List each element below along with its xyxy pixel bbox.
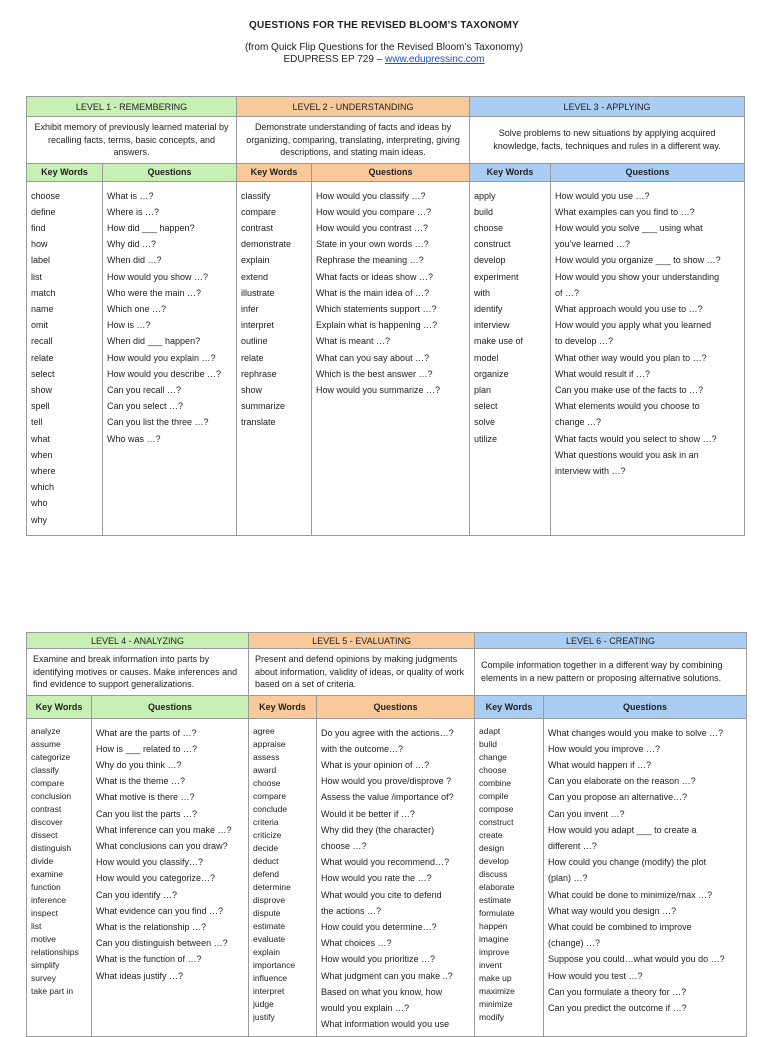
key-word: how	[31, 239, 48, 250]
level-3-key-words	[470, 181, 551, 535]
question: What is the relationship …?	[96, 921, 207, 932]
question: What approach would you use to …?	[555, 303, 703, 314]
key-word: organize	[474, 368, 509, 379]
level-2-key-words	[237, 181, 312, 535]
key-word: outline	[241, 336, 268, 347]
question: What ideas justify …?	[96, 970, 184, 981]
question: Who was …?	[107, 433, 161, 444]
key-word: identify	[474, 303, 503, 314]
level-3-key-words-header: Key Words	[470, 163, 551, 181]
key-word: criticize	[253, 829, 282, 840]
key-word: inspect	[31, 907, 58, 918]
key-word: make use of	[474, 336, 524, 347]
question: (plan) …?	[548, 873, 588, 884]
level-4-questions-header: Questions	[92, 695, 249, 718]
question: What facts would you select to show …?	[555, 433, 717, 444]
key-word: justify	[253, 1011, 275, 1022]
key-word: develop	[474, 255, 506, 266]
key-word: make up	[479, 972, 512, 983]
question: Can you list the three …?	[107, 417, 209, 428]
question: interview with …?	[555, 465, 626, 476]
question: What is the theme …?	[96, 776, 186, 787]
key-word: contrast	[241, 222, 274, 233]
question: State in your own words …?	[316, 239, 429, 250]
question: What would you recommend…?	[321, 857, 450, 868]
key-word: which	[31, 482, 55, 493]
key-word: adapt	[479, 725, 501, 736]
key-word: judge	[253, 998, 274, 1009]
key-word: relate	[31, 352, 54, 363]
question: to develop …?	[555, 336, 614, 347]
key-word: choose	[253, 777, 281, 788]
level-5-questions-header: Questions	[317, 695, 475, 718]
question: When did ___ happen?	[107, 336, 201, 347]
question: with the outcome…?	[321, 743, 404, 754]
question: How did ___ happen?	[107, 222, 195, 233]
question: How would you classify …?	[316, 190, 426, 201]
key-word: conclude	[253, 803, 288, 814]
key-word: conclusion	[31, 790, 72, 801]
question: How would you rate the …?	[321, 873, 432, 884]
key-word: evaluate	[253, 933, 286, 944]
question: How would you use …?	[555, 190, 650, 201]
question: How would you categorize…?	[96, 873, 216, 884]
publisher-link[interactable]: www.edupressinc.com	[385, 54, 485, 65]
key-word: simplify	[31, 959, 60, 970]
key-word: rephrase	[241, 368, 277, 379]
question: Suppose you could…what would you do …?	[548, 954, 725, 965]
key-word: compare	[253, 790, 287, 801]
question: How would you adapt ___ to create a	[548, 824, 697, 835]
question: What judgment can you make ..?	[321, 970, 453, 981]
key-word: take part in	[31, 985, 74, 996]
question: What evidence can you find …?	[96, 905, 224, 916]
key-word: relate	[241, 352, 264, 363]
question: Which statements support …?	[316, 303, 437, 314]
key-word: where	[31, 465, 56, 476]
key-word: define	[31, 206, 56, 217]
key-word: decide	[253, 842, 279, 853]
question: Can you elaborate on the reason …?	[548, 776, 696, 787]
question: What motive is there …?	[96, 792, 195, 803]
key-word: show	[31, 384, 53, 395]
level-4-questions	[92, 718, 249, 1037]
level-3-questions	[551, 181, 745, 535]
key-word: formulate	[479, 907, 515, 918]
key-word: award	[253, 764, 277, 775]
question: What would happen if …?	[548, 759, 652, 770]
question: How would you classify…?	[96, 857, 204, 868]
level-1-questions	[103, 181, 237, 535]
question: What questions would you ask in an	[555, 449, 699, 460]
question: What choices …?	[321, 938, 392, 949]
key-word: discuss	[479, 868, 508, 879]
key-word: choose	[31, 190, 61, 201]
question: different …?	[548, 840, 597, 851]
question: of …?	[555, 287, 580, 298]
level-5-key-words	[249, 718, 317, 1037]
key-word: function	[31, 881, 61, 892]
publisher-code: EDUPRESS EP 729 –	[283, 54, 386, 65]
key-word: invent	[479, 959, 502, 970]
key-word: construct	[479, 816, 514, 827]
level-6-description: Compile information together in a different way by combining elements in a new pattern or proposing alternative solutions.	[475, 649, 747, 696]
question: Can you predict the outcome if …?	[548, 1002, 687, 1013]
level-1-questions-header: Questions	[103, 163, 237, 181]
question: How would you solve ___ using what	[555, 222, 703, 233]
question: Can you distinguish between …?	[96, 938, 228, 949]
question: How would you show your understanding	[555, 271, 720, 282]
key-word: explain	[241, 255, 270, 266]
page-title: QUESTIONS FOR THE REVISED BLOOM’S TAXONOMY	[249, 20, 519, 31]
key-word: apply	[474, 190, 496, 201]
question: What could be done to minimize/max …?	[548, 889, 713, 900]
key-word: create	[479, 829, 503, 840]
key-word: demonstrate	[241, 239, 292, 250]
key-word: deduct	[253, 855, 279, 866]
key-word: what	[31, 433, 51, 444]
key-word: omit	[31, 320, 49, 331]
key-word: classify	[241, 190, 271, 201]
question: would you explain …?	[321, 1002, 410, 1013]
key-word: improve	[479, 946, 510, 957]
key-word: examine	[31, 868, 64, 879]
question: Explain what is happening …?	[316, 320, 438, 331]
question: What other way would you plan to …?	[555, 352, 707, 363]
question: Based on what you know, how	[321, 986, 443, 997]
level-1-description: Exhibit memory of previously learned material by recalling facts, terms, basic concepts, and answers.	[27, 117, 237, 164]
question: How would you organize ___ to show …?	[555, 255, 721, 266]
question: Can you select …?	[107, 401, 184, 412]
key-word: dissect	[31, 829, 58, 840]
key-word: build	[474, 206, 494, 217]
key-word: plan	[474, 384, 492, 395]
key-word: recall	[31, 336, 53, 347]
question: change …?	[555, 417, 602, 428]
question: What facts or ideas show …?	[316, 271, 434, 282]
key-word: discover	[31, 816, 63, 827]
question: How is ___ related to …?	[96, 743, 198, 754]
page-subtitle: (from Quick Flip Questions for the Revised Bloom’s Taxonomy)	[244, 42, 524, 53]
question: you’ve learned …?	[555, 239, 631, 250]
level-1-key-words-header: Key Words	[27, 163, 103, 181]
key-word: infer	[241, 303, 259, 314]
question: the actions …?	[321, 905, 382, 916]
question: Which one …?	[107, 303, 167, 314]
taxonomy-table-levels-4-6	[26, 632, 747, 1037]
key-word: imagine	[479, 933, 509, 944]
question: What are the parts of …?	[96, 727, 197, 738]
question: Why did …?	[107, 239, 157, 250]
key-word: choose	[474, 222, 504, 233]
key-word: experiment	[474, 271, 519, 282]
question: Rephrase the meaning …?	[316, 255, 424, 266]
key-word: agree	[253, 725, 275, 736]
question: How would you prioritize …?	[321, 954, 436, 965]
question: What conclusions can you draw?	[96, 840, 228, 851]
question: Would it be better if …?	[321, 808, 415, 819]
key-word: when	[31, 449, 53, 460]
key-word: estimate	[253, 920, 286, 931]
level-6-key-words	[475, 718, 544, 1037]
question: What way would you design …?	[548, 905, 677, 916]
question: What is meant …?	[316, 336, 391, 347]
key-word: translate	[241, 417, 276, 428]
level-5-description: Present and defend opinions by making judgments about information, validity of ideas, or quality of work based on a set of criteria.	[249, 649, 475, 696]
key-word: list	[31, 920, 42, 931]
question: What inference can you make …?	[96, 824, 232, 835]
key-word: divide	[31, 855, 54, 866]
level-4-header: LEVEL 4 - ANALYZING	[27, 633, 249, 649]
key-word: select	[474, 401, 498, 412]
key-word: defend	[253, 868, 280, 879]
level-5-key-words-header: Key Words	[249, 695, 317, 718]
level-6-key-words-header: Key Words	[475, 695, 544, 718]
key-word: compile	[479, 790, 509, 801]
key-word: match	[31, 287, 56, 298]
level-5-questions	[317, 718, 475, 1037]
key-word: who	[31, 498, 48, 509]
question: What is …?	[107, 190, 154, 201]
key-word: categorize	[31, 751, 71, 762]
document-header	[0, 20, 768, 65]
question: What is the main idea of …?	[316, 287, 430, 298]
question: How would you apply what you learned	[555, 320, 712, 331]
level-3-description: Solve problems to new situations by applying acquired knowledge, facts, techniques and rules in a different way.	[470, 117, 745, 164]
question: What would result if …?	[555, 368, 651, 379]
level-4-description: Examine and break information into parts by identifying motives or causes. Make inferences and find evidence to support generalizations.	[27, 649, 249, 696]
key-word: develop	[479, 855, 509, 866]
question: How would you summarize …?	[316, 384, 441, 395]
key-word: estimate	[479, 894, 512, 905]
key-word: contrast	[31, 803, 62, 814]
question: How would you show …?	[107, 271, 209, 282]
question: Assess the value /importance of?	[321, 792, 454, 803]
key-word: compare	[241, 206, 277, 217]
key-word: interpret	[253, 985, 285, 996]
key-word: classify	[31, 764, 59, 775]
key-word: importance	[253, 959, 296, 970]
key-word: explain	[253, 946, 280, 957]
taxonomy-table-levels-1-3	[26, 96, 745, 536]
key-word: change	[479, 751, 507, 762]
question: Which is the best answer …?	[316, 368, 433, 379]
level-2-questions-header: Questions	[312, 163, 470, 181]
key-word: list	[31, 271, 42, 282]
level-6-questions	[544, 718, 747, 1037]
key-word: disprove	[253, 894, 286, 905]
key-word: select	[31, 368, 55, 379]
question: How could you determine…?	[321, 921, 437, 932]
question: Can you list the parts …?	[96, 808, 198, 819]
key-word: minimize	[479, 998, 513, 1009]
question: Do you agree with the actions…?	[321, 727, 454, 738]
key-word: happen	[479, 920, 508, 931]
question: How would you improve …?	[548, 743, 661, 754]
level-4-key-words-header: Key Words	[27, 695, 92, 718]
key-word: choose	[479, 764, 507, 775]
question: What changes would you make to solve …?	[548, 727, 724, 738]
question: Can you recall …?	[107, 384, 182, 395]
key-word: why	[31, 514, 48, 525]
question: What elements would you choose to	[555, 401, 700, 412]
key-word: with	[474, 287, 491, 298]
question: What could be combined to improve	[548, 921, 692, 932]
question: Can you identify …?	[96, 889, 178, 900]
question: Why do you think …?	[96, 759, 182, 770]
level-4-key-words	[27, 718, 92, 1037]
key-word: label	[31, 255, 51, 266]
level-2-key-words-header: Key Words	[237, 163, 312, 181]
key-word: combine	[479, 777, 512, 788]
question: What is the function of …?	[96, 954, 202, 965]
key-word: criteria	[253, 816, 279, 827]
key-word: name	[31, 303, 54, 314]
question: How would you contrast …?	[316, 222, 429, 233]
key-word: find	[31, 222, 46, 233]
question: What can you say about …?	[316, 352, 430, 363]
question: What information would you use	[321, 1019, 450, 1030]
key-word: design	[479, 842, 505, 853]
question: How would you explain …?	[107, 352, 216, 363]
level-3-header: LEVEL 3 - APPLYING	[470, 97, 745, 117]
question: How would you test …?	[548, 970, 643, 981]
question: How would you describe …?	[107, 368, 222, 379]
level-5-header: LEVEL 5 - EVALUATING	[249, 633, 475, 649]
key-word: modify	[479, 1011, 505, 1022]
key-word: distinguish	[31, 842, 72, 853]
level-6-header: LEVEL 6 - CREATING	[475, 633, 747, 649]
key-word: maximize	[479, 985, 515, 996]
question: How could you change (modify) the plot	[548, 857, 707, 868]
key-word: interpret	[241, 320, 275, 331]
key-word: assume	[31, 738, 61, 749]
key-word: illustrate	[241, 287, 275, 298]
key-word: build	[479, 738, 497, 749]
question: Why did they (the character)	[321, 824, 435, 835]
key-word: relationships	[31, 946, 79, 957]
key-word: dispute	[253, 907, 281, 918]
question: Can you propose an alternative…?	[548, 792, 688, 803]
question: Can you make use of the facts to …?	[555, 384, 704, 395]
question: Where is …?	[107, 206, 160, 217]
key-word: extend	[241, 271, 269, 282]
level-1-key-words	[27, 181, 103, 535]
level-2-header: LEVEL 2 - UNDERSTANDING	[237, 97, 470, 117]
key-word: model	[474, 352, 499, 363]
key-word: inference	[31, 894, 66, 905]
key-word: elaborate	[479, 881, 515, 892]
key-word: compose	[479, 803, 514, 814]
key-word: spell	[31, 401, 50, 412]
level-2-questions	[312, 181, 470, 535]
question: How would you compare …?	[316, 206, 432, 217]
key-word: show	[241, 384, 263, 395]
question: How is …?	[107, 320, 151, 331]
level-1-header: LEVEL 1 - REMEMBERING	[27, 97, 237, 117]
question: Who were the main …?	[107, 287, 202, 298]
key-word: solve	[474, 417, 496, 428]
question: When did …?	[107, 255, 162, 266]
key-word: interview	[474, 320, 510, 331]
question: What is your opinion of …?	[321, 759, 430, 770]
key-word: appraise	[253, 738, 286, 749]
key-word: assess	[253, 751, 280, 762]
key-word: summarize	[241, 401, 286, 412]
publisher-line	[0, 54, 768, 65]
key-word: determine	[253, 881, 291, 892]
question: Can you formulate a theory for …?	[548, 986, 687, 997]
level-2-description: Demonstrate understanding of facts and ideas by organizing, comparing, translating, interpreting, giving descriptions, and stating main ideas.	[237, 117, 470, 164]
question: What examples can you find to …?	[555, 206, 695, 217]
key-word: survey	[31, 972, 57, 983]
question: What would you cite to defend	[321, 889, 442, 900]
key-word: tell	[31, 417, 43, 428]
level-3-questions-header: Questions	[551, 163, 745, 181]
key-word: construct	[474, 239, 511, 250]
question: How would you prove/disprove ?	[321, 776, 452, 787]
question: choose …?	[321, 840, 367, 851]
key-word: analyze	[31, 725, 61, 736]
key-word: motive	[31, 933, 57, 944]
question: Can you invent …?	[548, 808, 625, 819]
question: (change) …?	[548, 938, 601, 949]
level-6-questions-header: Questions	[544, 695, 747, 718]
key-word: utilize	[474, 433, 498, 444]
key-word: influence	[253, 972, 288, 983]
key-word: compare	[31, 777, 65, 788]
